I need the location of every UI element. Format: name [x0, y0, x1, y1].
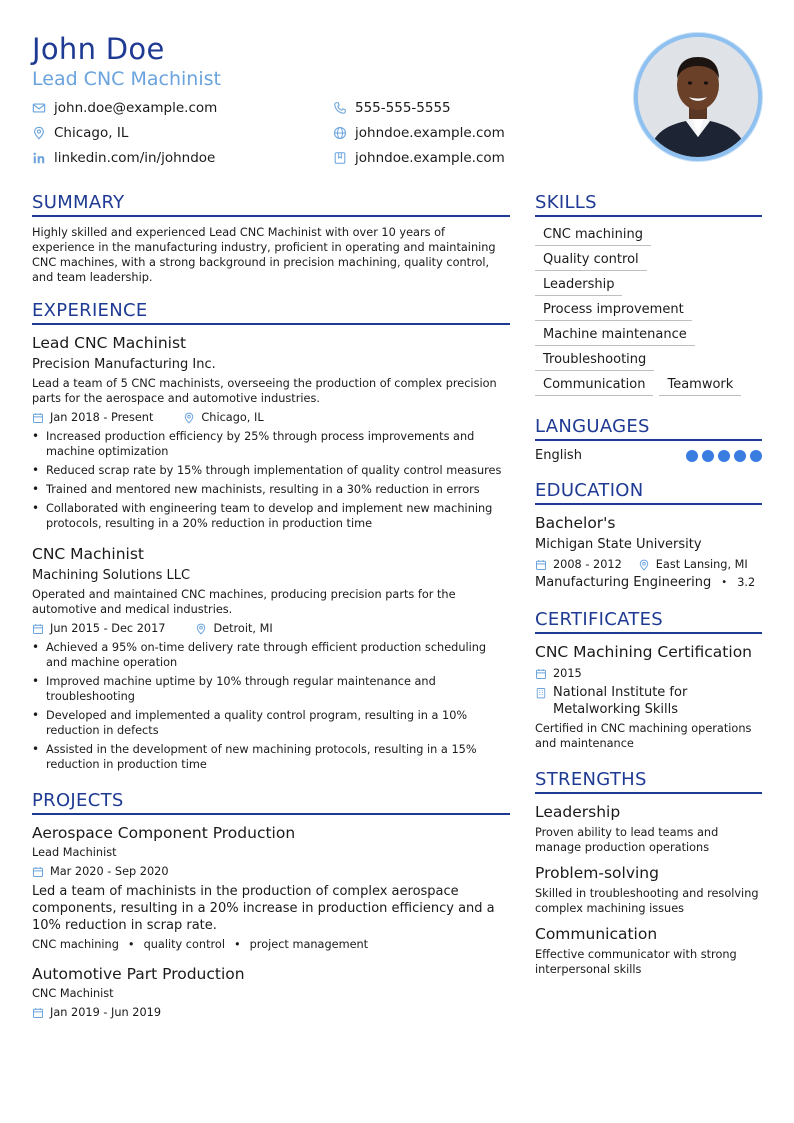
calendar-icon: [535, 668, 547, 680]
experience-heading: EXPERIENCE: [32, 300, 510, 325]
language-row: [535, 448, 762, 463]
project-role: CNC Machinist: [32, 987, 114, 1000]
strength-entry: [535, 924, 762, 977]
languages-heading: LANGUAGES: [535, 416, 762, 441]
skill-tag: Teamwork: [659, 375, 741, 396]
project-entry: [32, 823, 510, 952]
strength-description: Skilled in troubleshooting and resolving complex machining issues: [535, 887, 759, 915]
list-item: • Increased production efficiency by 25% through process improvements and machine optimization: [32, 429, 510, 459]
list-item: • Improved machine uptime by 10% through regular maintenance and troubleshooting: [32, 674, 510, 704]
skills-heading: SKILLS: [535, 192, 762, 217]
job-entry: [32, 544, 510, 772]
job-location: [195, 622, 272, 635]
map-pin-icon: [32, 126, 46, 140]
project-meta: [32, 864, 510, 879]
language-name: English: [535, 448, 582, 463]
education-dates: 2008 - 2012: [553, 558, 622, 571]
education-school: Michigan State University: [535, 537, 702, 552]
skill-tag: Quality control: [535, 250, 647, 271]
level-dot: [734, 450, 746, 462]
calendar-icon: [32, 623, 44, 635]
contact-website[interactable]: [333, 124, 633, 142]
contact-location: [32, 124, 333, 142]
language-level: [682, 450, 762, 462]
project-role: Lead Machinist: [32, 846, 117, 859]
strengths-heading: STRENGTHS: [535, 769, 762, 794]
linkedin-icon: [32, 151, 46, 165]
education-field-row: [535, 575, 762, 590]
globe-icon: [333, 126, 347, 140]
strength-name: Communication: [535, 925, 658, 943]
map-pin-icon: [195, 623, 207, 635]
strength-entry: [535, 802, 762, 855]
tag-separator: •: [233, 938, 241, 951]
certificate-meta: [535, 666, 762, 681]
separator-dot: •: [721, 577, 728, 588]
contact-portfolio[interactable]: [333, 149, 633, 167]
education-gpa: 3.2: [737, 576, 756, 589]
list-item: • Assisted in the development of new machining protocols, resulting in a 15% reduction in production time: [32, 742, 510, 772]
calendar-icon: [32, 412, 44, 424]
level-dot: [718, 450, 730, 462]
level-dot: [702, 450, 714, 462]
job-meta: [32, 410, 510, 425]
skill-tag: Communication: [535, 375, 653, 396]
summary-heading: SUMMARY: [32, 192, 510, 217]
skills-list: [535, 225, 762, 400]
projects-heading: PROJECTS: [32, 790, 510, 815]
linkedin-text: linkedin.com/in/johndoe: [54, 150, 216, 166]
project-tag: quality control: [143, 938, 225, 951]
contact-email[interactable]: [32, 99, 333, 117]
building-icon: [535, 687, 547, 699]
bookmark-icon: [333, 151, 347, 165]
project-title: Aerospace Component Production: [32, 824, 296, 842]
project-description: Led a team of machinists in the production of complex aerospace components, resulting in a 20% increase in production efficiency and a 10% reduction in scrap rate.: [32, 884, 495, 933]
strength-name: Leadership: [535, 803, 621, 821]
summary-text: Highly skilled and experienced Lead CNC Machinist with over 10 years of experience in the manufacturing industry, proficient in operating and maintaining CNC machines, with a strong background in precision machining, quality control, and team leadership.: [32, 226, 496, 284]
education-heading: EDUCATION: [535, 480, 762, 505]
contact-phone[interactable]: [333, 99, 633, 117]
certificate-year: 2015: [553, 667, 582, 680]
calendar-icon: [535, 559, 547, 571]
right-column: [535, 192, 762, 977]
job-dates: Jan 2018 - Present: [50, 411, 154, 424]
project-tags: [32, 937, 510, 952]
map-pin-icon: [638, 559, 650, 571]
job-meta: [32, 621, 510, 636]
list-item: • Reduced scrap rate by 15% through implementation of quality control measures: [32, 463, 510, 478]
candidate-name: John Doe: [32, 32, 165, 66]
strength-name: Problem-solving: [535, 864, 659, 882]
project-entry: [32, 964, 510, 1020]
portfolio-text: johndoe.example.com: [355, 150, 505, 166]
job-description: Operated and maintained CNC machines, producing precision parts for the automotive and medical industries.: [32, 588, 456, 616]
phone-icon: [333, 101, 347, 115]
location-text: Chicago, IL: [54, 125, 129, 141]
calendar-icon: [32, 1007, 44, 1019]
strength-entry: [535, 863, 762, 916]
education-location-text: East Lansing, MI: [655, 558, 748, 571]
email-text: john.doe@example.com: [54, 100, 218, 116]
job-dates: Jun 2015 - Dec 2017: [50, 622, 166, 635]
job-location-text: Detroit, MI: [213, 622, 273, 635]
level-dot: [750, 450, 762, 462]
education-field: Manufacturing Engineering: [535, 575, 712, 590]
profile-photo: [634, 33, 762, 161]
job-location-text: Chicago, IL: [201, 411, 264, 424]
project-dates: Mar 2020 - Sep 2020: [50, 865, 169, 878]
list-item: • Developed and implemented a quality control program, resulting in a 10% reduction in defects: [32, 708, 510, 738]
job-bullets: [32, 429, 510, 531]
level-dot: [686, 450, 698, 462]
job-location: [183, 411, 263, 424]
skill-tag: Machine maintenance: [535, 325, 695, 346]
certificate-description: Certified in CNC machining operations and maintenance: [535, 722, 752, 750]
project-tag: CNC machining: [32, 938, 119, 951]
job-title: CNC Machinist: [32, 545, 144, 563]
project-meta: [32, 1005, 510, 1020]
strength-description: Proven ability to lead teams and manage production operations: [535, 826, 719, 854]
education-meta: [535, 557, 762, 572]
certificate-issuer: [535, 684, 762, 718]
education-degree: Bachelor's: [535, 514, 616, 532]
left-column: [32, 192, 510, 1020]
calendar-icon: [32, 866, 44, 878]
project-title: Automotive Part Production: [32, 965, 245, 983]
certificates-heading: CERTIFICATES: [535, 609, 762, 634]
certificate-title: CNC Machining Certification: [535, 643, 752, 661]
map-pin-icon: [183, 412, 195, 424]
tag-separator: •: [127, 938, 135, 951]
skill-tag: CNC machining: [535, 225, 651, 246]
avatar-illustration: [638, 37, 758, 157]
certificate-issuer-text: National Institute for Metalworking Skills: [553, 685, 688, 717]
skill-tag: Process improvement: [535, 300, 692, 321]
list-item: • Collaborated with engineering team to develop and implement new machining protocols, resulting in a 20% reduction in production time: [32, 501, 510, 531]
contact-linkedin[interactable]: [32, 149, 333, 167]
strength-description: Effective communicator with strong interpersonal skills: [535, 948, 737, 976]
education-location: [638, 558, 748, 571]
job-company: Machining Solutions LLC: [32, 568, 191, 583]
project-tag: project management: [249, 938, 369, 951]
project-dates: Jan 2019 - Jun 2019: [50, 1006, 162, 1019]
job-description: Lead a team of 5 CNC machinists, overseeing the production of complex precision parts for the aerospace and automotive industries.: [32, 377, 497, 405]
phone-text: 555-555-5555: [355, 100, 451, 116]
candidate-title: Lead CNC Machinist: [32, 68, 221, 90]
list-item: • Achieved a 95% on-time delivery rate through efficient production scheduling and machine operation: [32, 640, 510, 670]
job-company: Precision Manufacturing Inc.: [32, 357, 216, 372]
job-bullets: [32, 640, 510, 772]
list-item: • Trained and mentored new machinists, resulting in a 30% reduction in errors: [32, 482, 510, 497]
job-entry: [32, 333, 510, 531]
mail-icon: [32, 101, 46, 115]
skill-tag: Leadership: [535, 275, 622, 296]
skill-tag: Troubleshooting: [535, 350, 654, 371]
website-text: johndoe.example.com: [355, 125, 505, 141]
job-title: Lead CNC Machinist: [32, 334, 187, 352]
